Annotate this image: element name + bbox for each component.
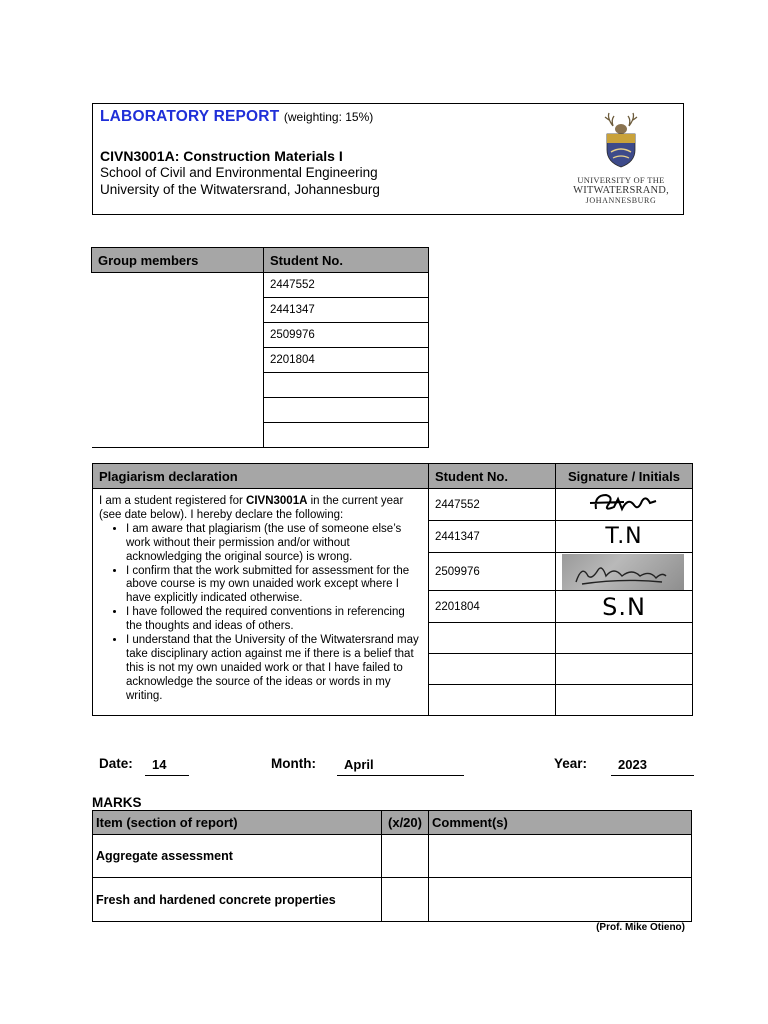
signature-cell[interactable] bbox=[556, 685, 693, 716]
signature-cell[interactable]: S.N bbox=[556, 591, 693, 623]
date-label: Date: bbox=[99, 756, 133, 771]
table-row bbox=[93, 489, 693, 521]
signature-cell[interactable] bbox=[556, 489, 693, 521]
plag-student-no-header: Student No. bbox=[429, 464, 556, 489]
plagiarism-table bbox=[92, 463, 693, 716]
marks-item-cell: Fresh and hardened concrete properties bbox=[93, 878, 382, 922]
year-value[interactable]: 2023 bbox=[618, 757, 647, 772]
plagiarism-intro bbox=[99, 495, 422, 523]
signature-header: Signature / Initials bbox=[556, 464, 693, 489]
item-header: Item (section of report) bbox=[93, 811, 382, 835]
university-name: University of the Witwatersrand, Johannesburg bbox=[100, 182, 380, 197]
signature-cell[interactable] bbox=[556, 623, 693, 654]
year-label: Year: bbox=[554, 756, 588, 771]
signature-image bbox=[562, 554, 684, 590]
student-no-cell[interactable] bbox=[264, 398, 429, 423]
intro-text: in the current year (see date below). I hereby declare the following: bbox=[99, 495, 404, 521]
plag-student-no-cell[interactable] bbox=[429, 654, 556, 685]
signature-cell[interactable] bbox=[556, 553, 693, 591]
logo-line-2: WITWATERSRAND, bbox=[573, 185, 669, 196]
score-header: (x/20) bbox=[382, 811, 429, 835]
comments-header: Comment(s) bbox=[429, 811, 692, 835]
group-members-header: Group members bbox=[92, 248, 264, 273]
plagiarism-statement bbox=[93, 489, 429, 716]
report-weighting: (weighting: 15%) bbox=[283, 110, 374, 124]
plag-student-no-cell[interactable]: 2201804 bbox=[429, 591, 556, 623]
student-no-header: Student No. bbox=[264, 248, 429, 273]
logo-line-1: UNIVERSITY OF THE bbox=[577, 175, 665, 185]
marks-score-cell[interactable] bbox=[382, 835, 429, 878]
student-no-cell[interactable]: 2441347 bbox=[264, 298, 429, 323]
declaration-list bbox=[99, 523, 422, 704]
group-members-table bbox=[91, 247, 429, 448]
plag-student-no-cell[interactable]: 2441347 bbox=[429, 521, 556, 553]
marks-comment-cell[interactable] bbox=[429, 835, 692, 878]
table-row bbox=[93, 878, 692, 922]
school-name: School of Civil and Environmental Engineering bbox=[100, 165, 378, 180]
table-header-row bbox=[93, 811, 692, 835]
marks-score-cell[interactable] bbox=[382, 878, 429, 922]
signature-cell[interactable]: T.N bbox=[556, 521, 693, 553]
month-underline bbox=[337, 775, 464, 776]
intro-course-code: CIVN3001A bbox=[246, 495, 308, 507]
professor-signoff: (Prof. Mike Otieno) bbox=[596, 922, 685, 933]
student-no-cell[interactable]: 2201804 bbox=[264, 348, 429, 373]
report-title bbox=[100, 108, 373, 126]
month-value[interactable]: April bbox=[344, 757, 374, 772]
course-title: CIVN3001A: Construction Materials I bbox=[100, 148, 343, 164]
logo-line-3: JOHANNESBURG bbox=[585, 196, 657, 205]
plag-student-no-cell[interactable]: 2509976 bbox=[429, 553, 556, 591]
declaration-item: • I confirm that the work submitted for assessment for the above course is my own unaided work except where I have explicitly indicated otherwise. bbox=[126, 565, 422, 607]
declaration-item: • I am aware that plagiarism (the use of someone else’s work without their permission and/or without acknowledging the original source) is wrong. bbox=[126, 523, 422, 565]
date-value[interactable]: 14 bbox=[152, 757, 167, 772]
marks-item-cell: Aggregate assessment bbox=[93, 835, 382, 878]
intro-text: I am a student registered for bbox=[99, 495, 247, 507]
plag-student-no-cell[interactable] bbox=[429, 685, 556, 716]
university-logo bbox=[563, 112, 679, 210]
signature-scribble-icon bbox=[562, 554, 684, 590]
plag-student-no-cell[interactable] bbox=[429, 623, 556, 654]
plagiarism-header: Plagiarism declaration bbox=[93, 464, 429, 489]
student-no-cell[interactable] bbox=[264, 373, 429, 398]
date-underline bbox=[145, 775, 189, 776]
plag-student-no-cell[interactable]: 2447552 bbox=[429, 489, 556, 521]
table-row bbox=[92, 273, 429, 298]
report-header-box bbox=[92, 103, 684, 215]
marks-table bbox=[92, 810, 692, 922]
table-header-row bbox=[93, 464, 693, 489]
marks-heading: MARKS bbox=[92, 795, 142, 810]
student-no-cell[interactable]: 2509976 bbox=[264, 323, 429, 348]
declaration-item: • I understand that the University of the Witwatersrand may take disciplinary action against me if there is a belief that this is not my own unaided work or that I have failed to acknowledge the source of the ideas or words in my writing. bbox=[126, 634, 422, 704]
signature-cell[interactable] bbox=[556, 654, 693, 685]
month-label: Month: bbox=[271, 756, 316, 771]
student-no-cell[interactable] bbox=[264, 423, 429, 448]
student-no-cell[interactable]: 2447552 bbox=[264, 273, 429, 298]
marks-comment-cell[interactable] bbox=[429, 878, 692, 922]
signature-scribble-icon bbox=[584, 489, 664, 517]
year-underline bbox=[611, 775, 694, 776]
report-title-text: LABORATORY REPORT bbox=[100, 108, 280, 125]
group-members-cell[interactable] bbox=[92, 273, 264, 448]
table-header-row bbox=[92, 248, 429, 273]
declaration-item: • I have followed the required conventions in referencing the thoughts and ideas of others. bbox=[126, 606, 422, 634]
table-row bbox=[93, 835, 692, 878]
crest-icon bbox=[563, 112, 679, 168]
